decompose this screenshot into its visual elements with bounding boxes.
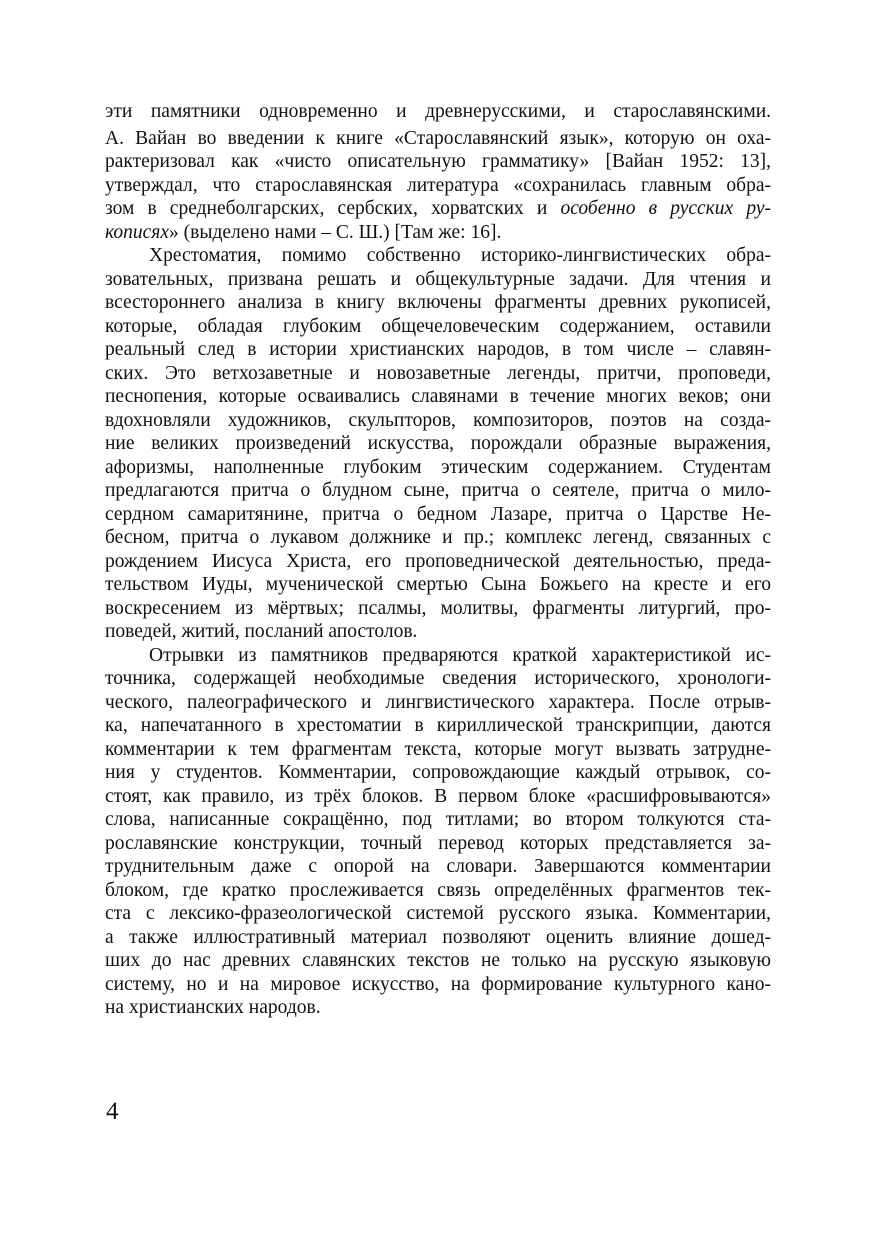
text-line: зовательных, призвана решать и общекультурные задачи. Для чтения и — [105, 268, 771, 290]
italic-emphasis: особенно в русских ру- — [560, 198, 771, 219]
text-line: которые, обладая глубоким общечеловеческим содержанием, оставили — [105, 315, 771, 337]
text-line: реальный след в истории христианских народов, в том числе – славян- — [105, 339, 771, 360]
text-line: ние великих произведений искусства, порождали образные выражения, — [105, 433, 771, 454]
text-line: ческого, палеографического и лингвистического характера. После отрыв- — [105, 691, 771, 713]
paragraph-3 — [105, 644, 771, 1020]
text-line: ста с лексико-фразеологической системой русского языка. Комментарии, — [105, 903, 771, 924]
text-line: сердном самаритянине, притча о бедном Лазаре, притча о Царстве Не- — [105, 503, 771, 525]
text-run: зом в среднеболгарских, сербских, хорватских и — [105, 198, 561, 219]
page-number: 4 — [106, 1098, 119, 1125]
text-line: афоризмы, наполненные глубоким этическим содержанием. Студентам — [105, 456, 771, 478]
text-line: предлагаются притча о блудном сыне, притча о сеятеле, притча о мило- — [105, 480, 771, 501]
text-line: рославянские конструкции, точный перевод которых представляется за- — [105, 832, 771, 854]
text-line: бесном, притча о лукавом должнике и пр.; комплекс легенд, связанных с — [105, 527, 771, 548]
text-line: блоком, где кратко прослеживается связь определённых фрагментов тек- — [105, 879, 771, 901]
text-line: слова, написанные сокращённо, под титлами; во втором толкуются ста- — [105, 809, 771, 830]
paragraph-2 — [105, 244, 771, 644]
text-line: всестороннего анализа в книгу включены фрагменты древних рукописей, — [105, 292, 771, 313]
page-body — [105, 100, 771, 1020]
text-line: А. Вайан во введении к книге «Старославянский язык», которую он оха- — [105, 127, 771, 149]
text-line: комментарии к тем фрагментам текста, которые могут вызвать затрудне- — [105, 738, 771, 760]
text-line: воскресением из мёртвых; псалмы, молитвы, фрагменты литургий, про- — [105, 597, 771, 619]
text-line: рактеризовал как «чисто описательную грамматику» [Вайан 1952: 13], — [105, 151, 771, 172]
text-line: точника, содержащей необходимые сведения исторического, хронологи- — [105, 668, 771, 689]
text-line: утверждал, что старославянская литература «сохранилась главным обра- — [105, 174, 771, 196]
text-line: Отрывки из памятников предваряются краткой характеристикой ис- — [149, 644, 771, 666]
paragraph-1 — [105, 100, 771, 244]
text-run: » (выделено нами – С. Ш.) [Там же: 16]. — [169, 221, 502, 243]
text-line — [105, 197, 771, 221]
text-line: песнопения, которые осваивались славянами в течение многих веков; они — [105, 386, 771, 407]
text-line: стоят, как правило, из трёх блоков. В первом блоке «расшифровываются» — [105, 785, 771, 807]
text-line: ка, напечатанного в хрестоматии в кириллической транскрипции, даются — [105, 715, 771, 736]
text-line: на христианских народов. — [105, 997, 321, 1018]
text-line — [105, 221, 771, 245]
text-line: тельством Иуды, мученической смертью Сына Божьего на кресте и его — [105, 574, 771, 595]
text-line: вдохновляли художников, скульпторов, композиторов, поэтов на созда- — [105, 409, 771, 431]
text-line: ших до нас древних славянских текстов не только на русскую языковую — [105, 950, 771, 971]
text-line: поведей, житий, посланий апостолов. — [105, 621, 418, 642]
text-line: ских. Это ветхозаветные и новозаветные легенды, притчи, проповеди, — [105, 362, 771, 384]
text-line: рождением Иисуса Христа, его проповеднической деятельностью, преда- — [105, 550, 771, 572]
text-line: эти памятники одновременно и древнерусскими, и старославянскими. — [105, 101, 771, 122]
italic-emphasis: кописях — [105, 221, 170, 243]
text-line: систему, но и на мировое искусство, на формирование культурного кано- — [105, 973, 771, 995]
text-line: а также иллюстративный материал позволяют оценить влияние дошед- — [105, 926, 771, 948]
text-line: Хрестоматия, помимо собственно историко-лингвистических обра- — [149, 245, 771, 266]
text-line: труднительным даже с опорой на словари. Завершаются комментарии — [105, 856, 771, 877]
text-line: ния у студентов. Комментарии, сопровождающие каждый отрывок, со- — [105, 762, 771, 783]
